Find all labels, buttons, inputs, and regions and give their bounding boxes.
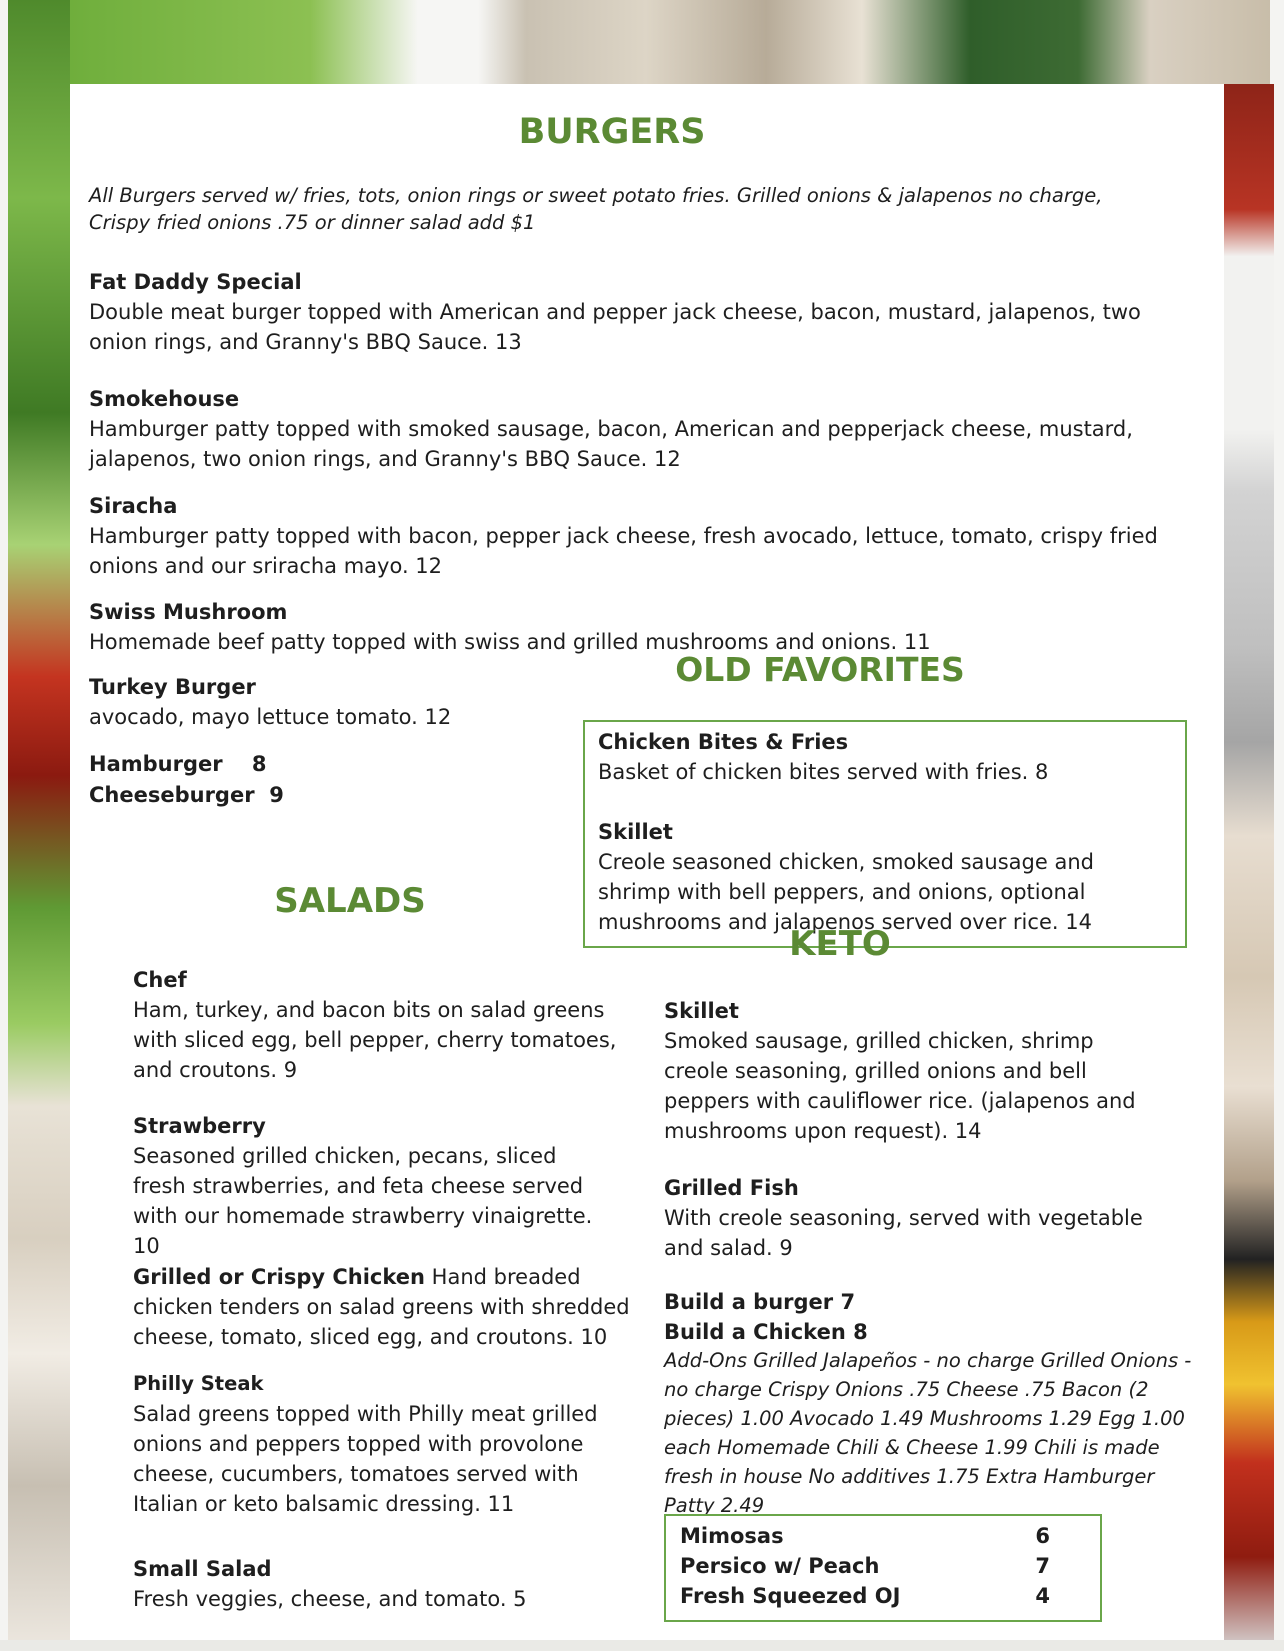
item-name: Hamburger	[89, 752, 223, 776]
menu-item-keto-skillet	[664, 996, 1164, 1146]
item-name: Chicken Bites & Fries	[598, 730, 849, 754]
item-desc: Hamburger patty topped with smoked sausage, bacon, American and pepperjack cheese, mustard, jalapenos, two onion rings, and Granny's BBQ Sauce. 12	[89, 417, 1133, 471]
drink-name: Persico w/ Peach	[680, 1554, 880, 1578]
item-desc: Creole seasoned chicken, smoked sausage and shrimp with bell peppers, and onions, optional mushrooms and jalapenos served over rice. 14	[598, 850, 1094, 934]
drink-price: 4	[1035, 1584, 1050, 1608]
build-burger: Build a burger 7	[664, 1290, 856, 1314]
item-desc: Homemade beef patty topped with swiss and grilled mushrooms and onions. 11	[89, 630, 931, 654]
drink-item	[680, 1521, 1050, 1551]
drink-price: 7	[1035, 1554, 1050, 1578]
item-desc: Fresh veggies, cheese, and tomato. 5	[133, 1587, 527, 1611]
item-name: Skillet	[664, 999, 739, 1023]
drink-name: Mimosas	[680, 1524, 784, 1548]
burgers-intro: All Burgers served w/ fries, tots, onion rings or sweet potato fries. Grilled onions & jalapenos no charge, Crispy fried onions .75 or dinner salad add $1	[89, 184, 1103, 234]
item-desc: avocado, mayo lettuce tomato. 12	[89, 705, 452, 729]
menu-item-small-salad	[133, 1554, 633, 1614]
item-name: Strawberry	[133, 1114, 266, 1138]
item-desc: Salad greens topped with Philly meat grilled onions and peppers topped with provolone cheese, cucumbers, tomatoes served with Italian or keto balsamic dressing. 11	[133, 1402, 598, 1516]
item-name: Philly Steak	[133, 1372, 264, 1395]
item-name: Siracha	[89, 494, 178, 518]
menu-item-swiss-mushroom	[89, 597, 1169, 657]
item-name: Grilled Fish	[664, 1176, 799, 1200]
menu-item-grilled-fish	[664, 1173, 1164, 1263]
drinks-list	[680, 1521, 1050, 1611]
item-name: Skillet	[598, 820, 673, 844]
item-name: Small Salad	[133, 1557, 272, 1581]
burgers-heading: BURGERS	[518, 112, 706, 152]
item-price: 9	[269, 783, 284, 807]
menu-item-smokehouse	[89, 384, 1169, 474]
drink-price: 6	[1035, 1524, 1050, 1548]
item-desc: Hand breaded chicken tenders on salad greens with shredded cheese, tomato, sliced egg, and croutons. 10	[133, 1265, 630, 1349]
menu-item-chicken-salad	[133, 1262, 633, 1352]
drink-item	[680, 1551, 1050, 1581]
item-name: Grilled or Crispy Chicken	[133, 1265, 425, 1289]
menu-item-strawberry-salad	[133, 1111, 603, 1261]
build-your-own	[664, 1287, 1204, 1347]
item-desc: Double meat burger topped with American and pepper jack cheese, bacon, mustard, jalapenos, two onion rings, and Granny's BBQ Sauce. 13	[89, 300, 1141, 354]
menu-item-cheeseburger	[89, 780, 284, 810]
item-name: Chef	[133, 968, 187, 992]
item-desc: With creole seasoning, served with vegetable and salad. 9	[664, 1206, 1143, 1260]
item-name: Cheeseburger	[89, 783, 255, 807]
item-name: Swiss Mushroom	[89, 600, 288, 624]
drink-name: Fresh Squeezed OJ	[680, 1584, 901, 1608]
drink-item	[680, 1581, 1050, 1611]
item-desc: Seasoned grilled chicken, pecans, sliced fresh strawberries, and feta cheese served with our homemade strawberry vinaigrette. 10	[133, 1144, 593, 1258]
keto-heading: KETO	[789, 924, 891, 964]
bottom-border	[0, 1640, 1284, 1651]
menu-item-siracha	[89, 491, 1169, 581]
item-desc: Ham, turkey, and bacon bits on salad greens with sliced egg, bell pepper, cherry tomatoes, and croutons. 9	[133, 998, 617, 1082]
background-photo-top	[70, 0, 1270, 84]
item-name: Turkey Burger	[89, 675, 256, 699]
menu-item-hamburger	[89, 749, 266, 779]
menu-item-skillet-favorite	[598, 817, 1173, 937]
item-price: 8	[251, 752, 267, 776]
item-desc: Basket of chicken bites served with fries. 8	[598, 760, 1049, 784]
item-name: Fat Daddy Special	[89, 270, 302, 294]
item-name: Smokehouse	[89, 387, 240, 411]
salads-heading: SALADS	[274, 881, 426, 921]
add-ons-list: Add-Ons Grilled Jalapeños - no charge Grilled Onions - no charge Crispy Onions .75 Cheese .75 Bacon (2 pieces) 1.00 Avocado 1.49 Mushrooms 1.29 Egg 1.00 each Homemade Chili & Cheese 1.99 Chili is made fresh in house No additives 1.75 Extra Hamburger Patty 2.49	[664, 1349, 1192, 1517]
item-desc: Hamburger patty topped with bacon, pepper jack cheese, fresh avocado, lettuce, tomato, crispy fried onions and our sriracha mayo. 12	[89, 524, 1158, 578]
menu-item-chicken-bites	[598, 727, 1173, 787]
menu-item-philly-steak	[133, 1369, 643, 1519]
old-favorites-heading: OLD FAVORITES	[675, 650, 965, 689]
build-chicken: Build a Chicken 8	[664, 1320, 868, 1344]
item-desc: Smoked sausage, grilled chicken, shrimp creole seasoning, grilled onions and bell peppers with cauliflower rice. (jalapenos and mushrooms upon request). 14	[664, 1029, 1136, 1143]
menu-item-turkey-burger	[89, 672, 559, 732]
background-photo-right	[1224, 84, 1274, 1651]
menu-item-fat-daddy	[89, 267, 1169, 357]
menu-item-chef-salad	[133, 965, 633, 1085]
menu-page	[70, 84, 1224, 1644]
background-photo-left	[8, 0, 70, 1651]
